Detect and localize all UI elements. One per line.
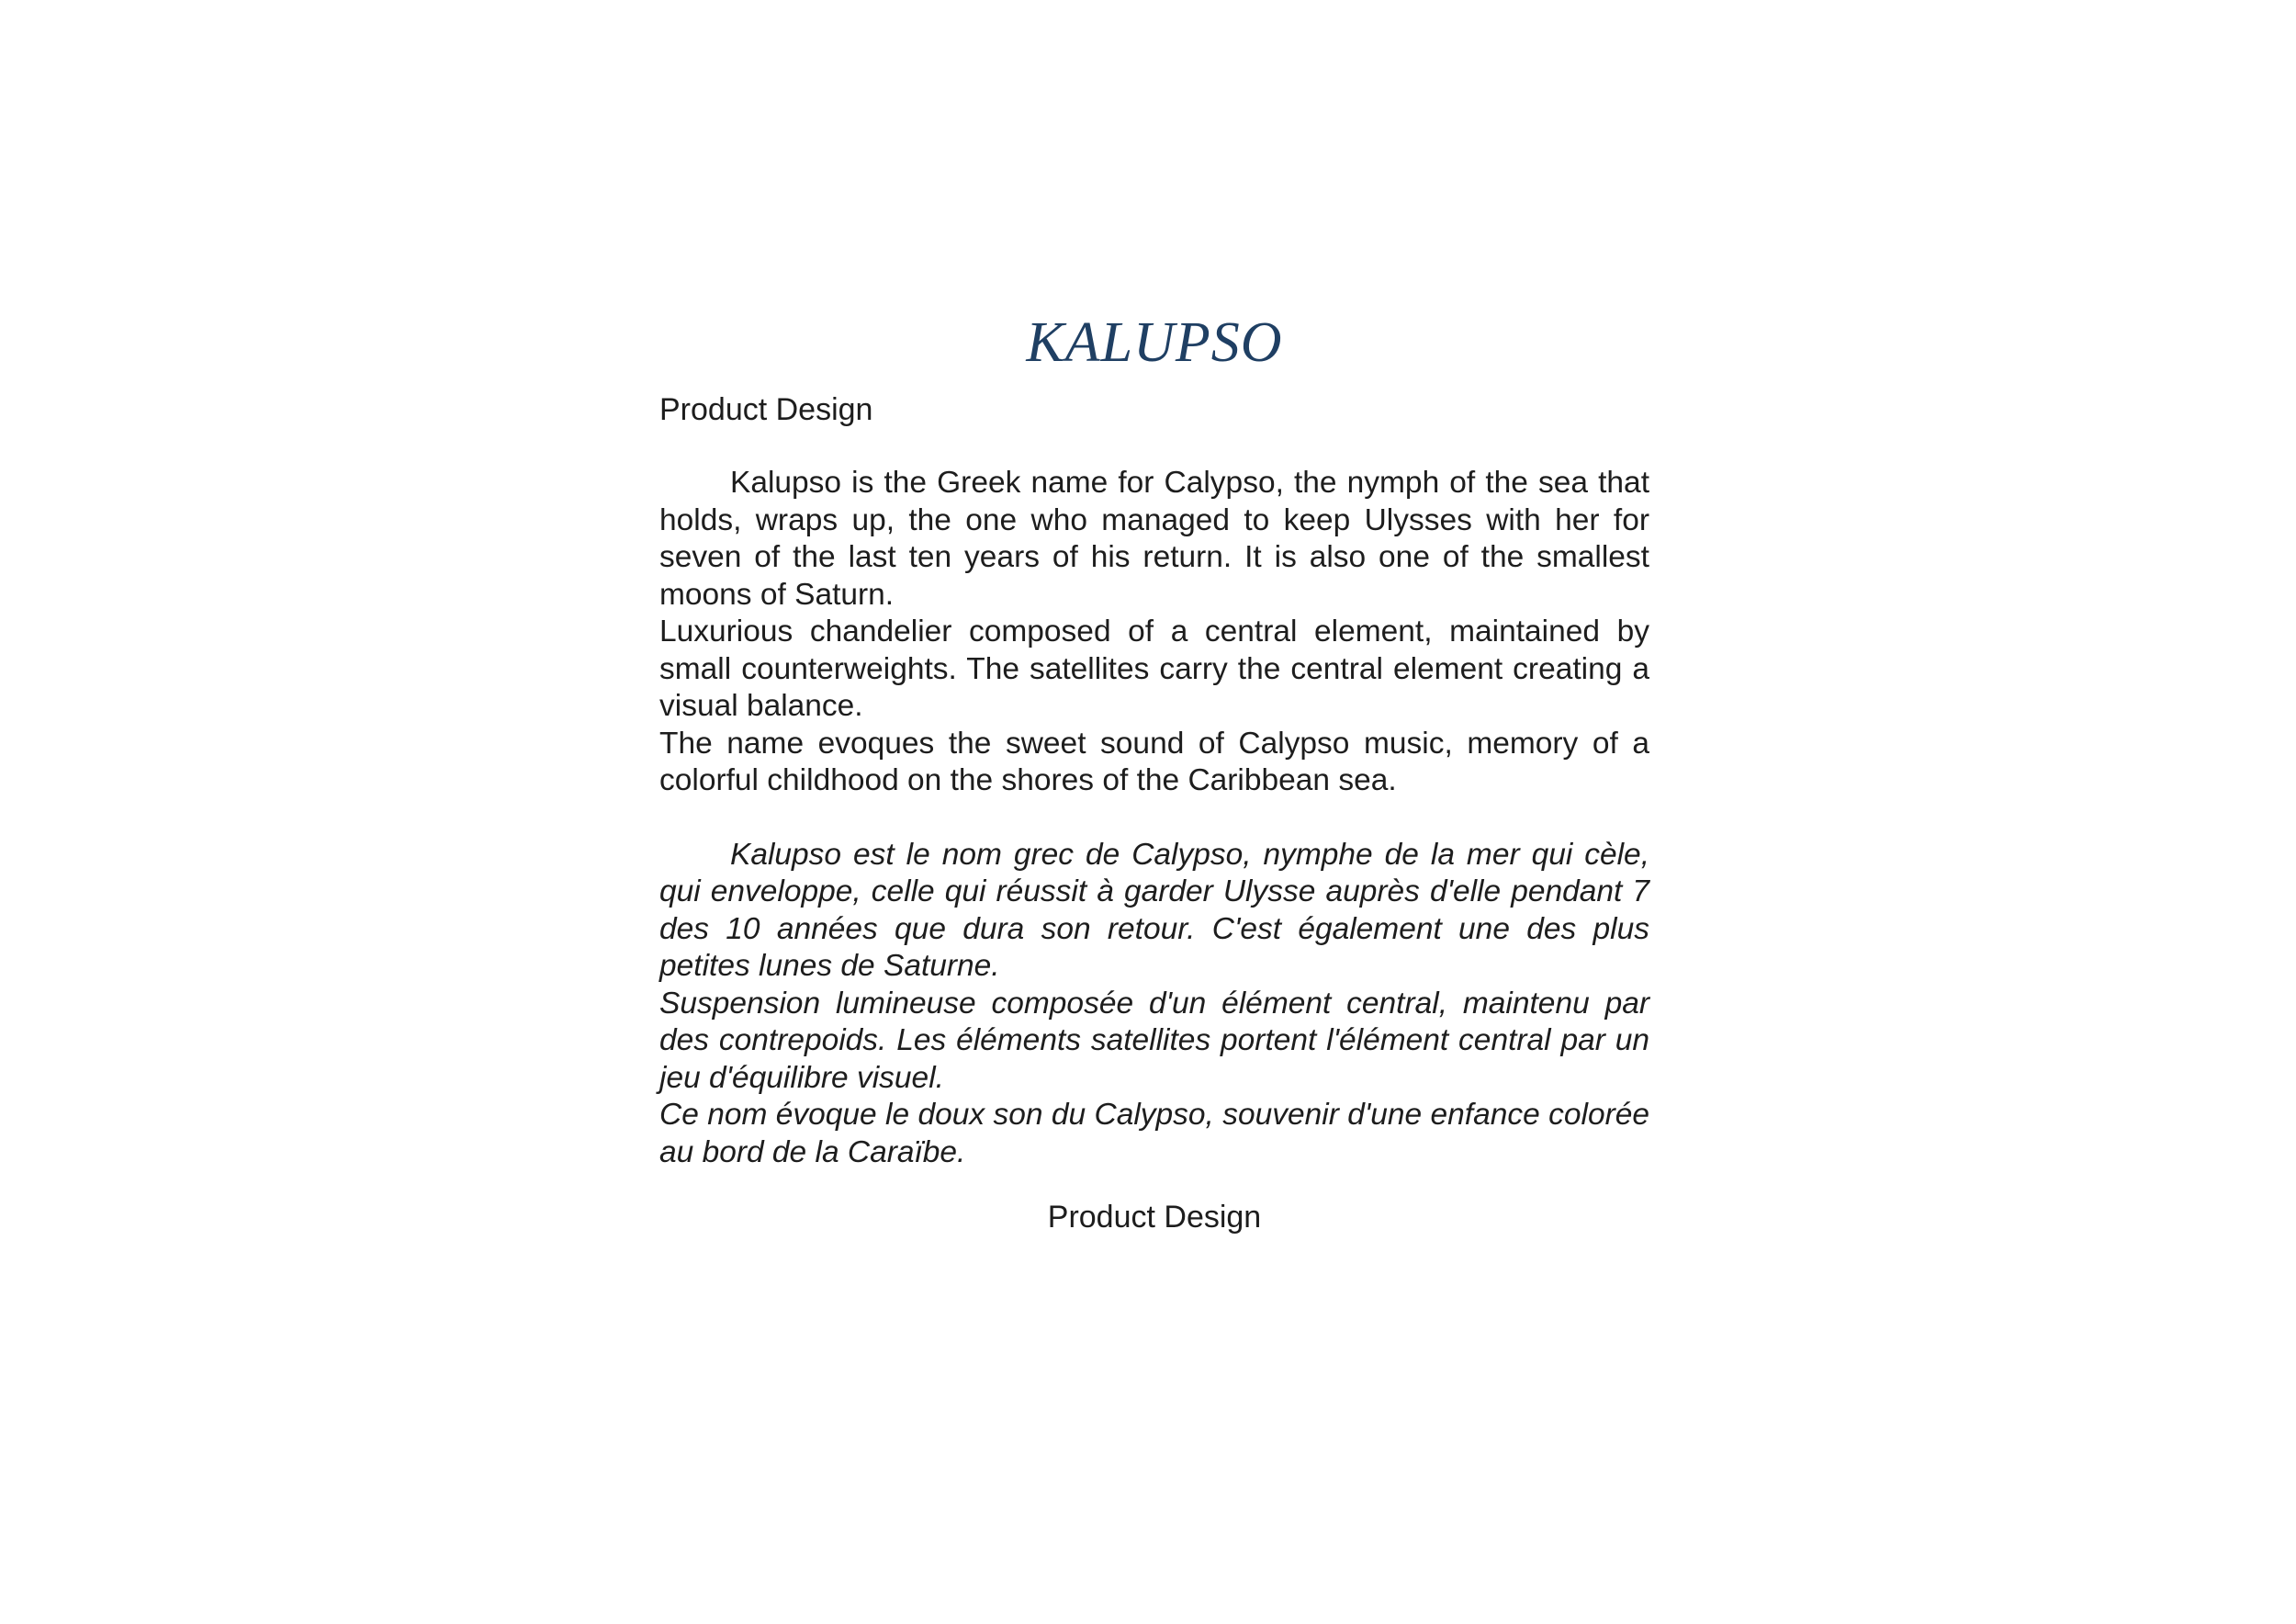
footer-label: Product Design — [1047, 1200, 1262, 1235]
french-paragraph: Ce nom évoque le doux son du Calypso, souvenir d'une enfance colorée au bord de la Caraïbe. — [659, 1098, 1649, 1169]
english-paragraph: Kalupso is the Greek name for Calypso, the nymph of the sea that holds, wraps up, the one who managed to keep Ulysses with her for seven of the last ten years of his return. It is also one of the smallest moons of Saturn. — [659, 466, 1649, 612]
subtitle: Product Design — [659, 392, 873, 427]
english-paragraph: The name evoques the sweet sound of Calypso music, memory of a colorful childhood on the shores of the Caribbean sea. — [659, 726, 1649, 797]
english-paragraph: Luxurious chandelier composed of a central element, maintained by small counterweights. The satellites carry the central element creating a visual balance. — [659, 615, 1649, 723]
french-paragraph: Kalupso est le nom grec de Calypso, nymphe de la mer qui cèle, qui enveloppe, celle qui réussit à garder Ulysse auprès d'elle pendant 7 des 10 années que dura son retour. C'est également une des plus petites lunes de Saturne. — [659, 837, 1649, 983]
page-title: KALUPSO — [1026, 311, 1283, 374]
french-description — [659, 837, 1649, 1172]
english-description — [659, 465, 1649, 800]
page-content — [659, 310, 1649, 1235]
french-paragraph: Suspension lumineuse composée d'un élément central, maintenu par des contrepoids. Les éléments satellites portent l'élément central par un jeu d'équilibre visuel. — [659, 986, 1649, 1095]
